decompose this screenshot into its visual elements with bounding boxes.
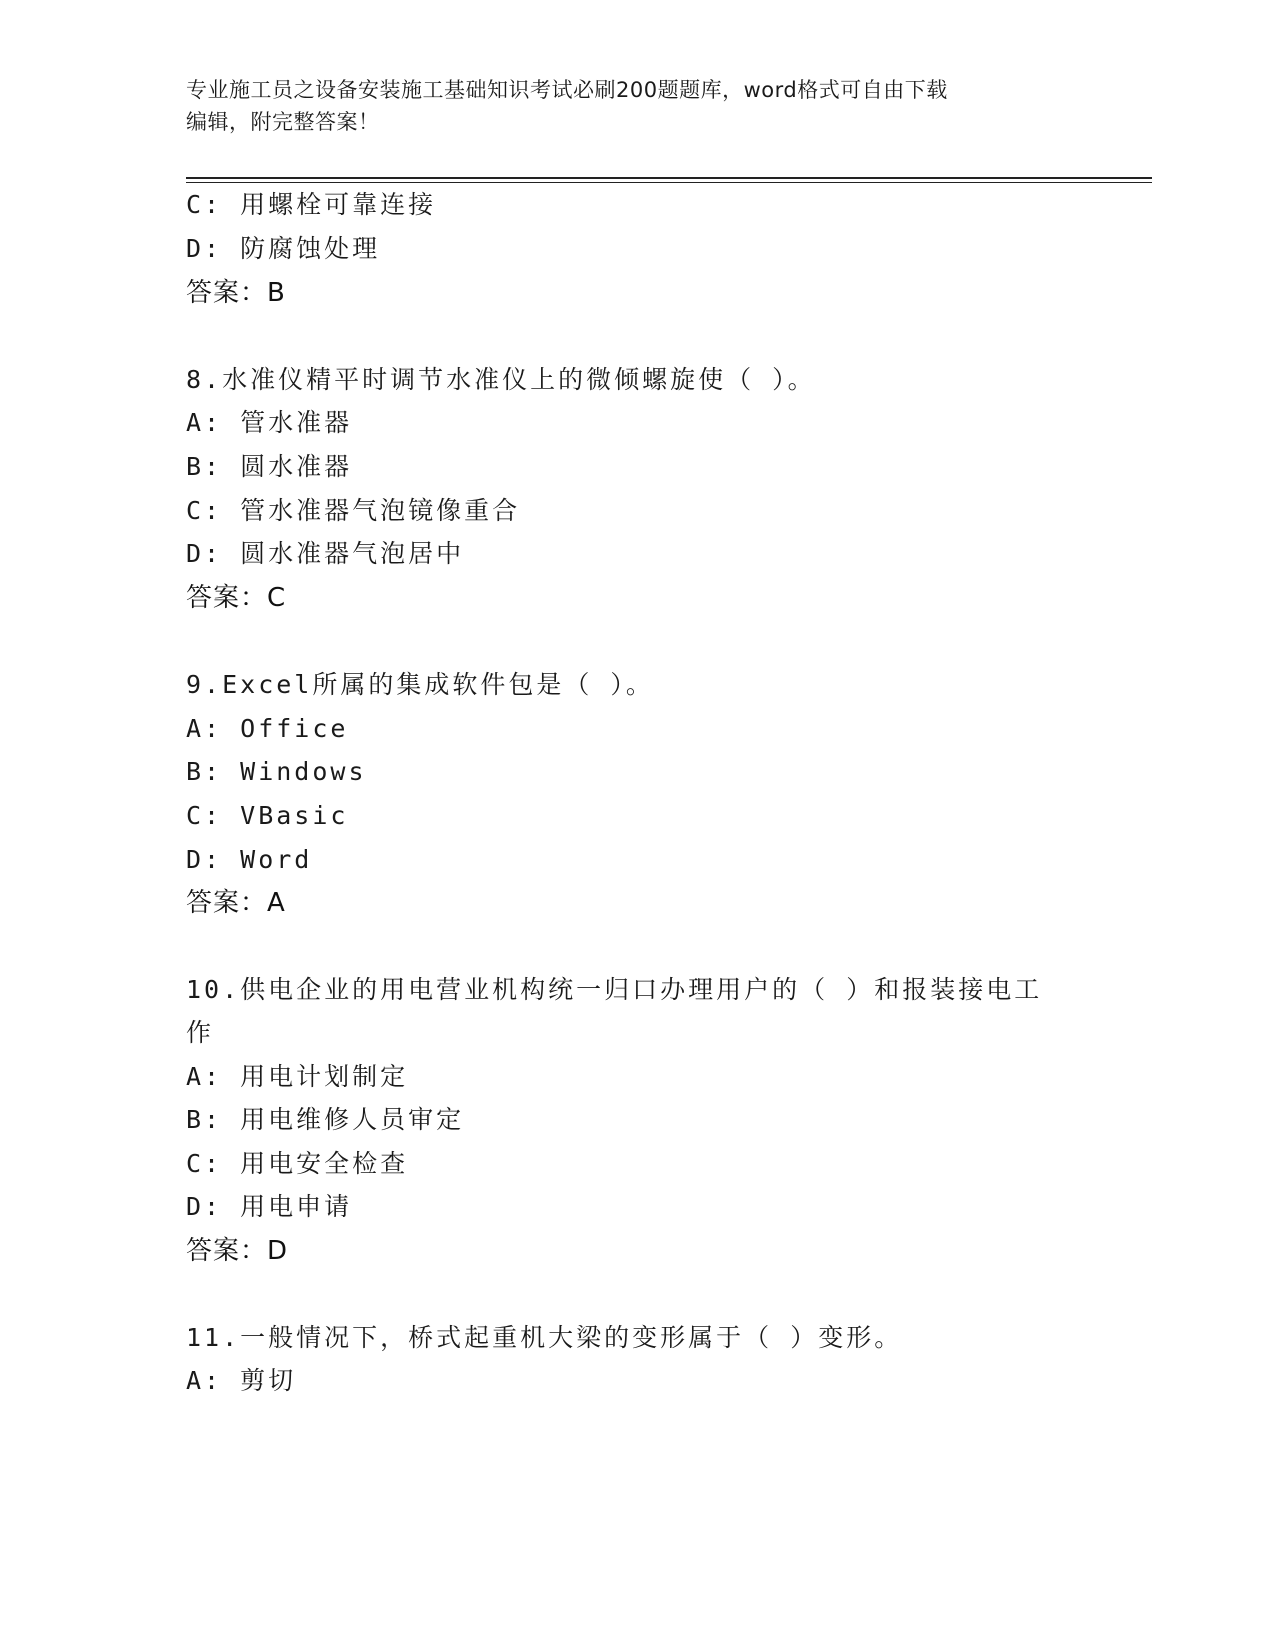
q8-option-c: C: 管水准器气泡镜像重合 — [186, 496, 521, 525]
q8-option-b: B: 圆水准器 — [186, 452, 353, 481]
q11-option-a: A: 剪切 — [186, 1366, 297, 1395]
q9-option-c: C: VBasic — [186, 801, 349, 830]
q8-option-a: A: 管水准器 — [186, 408, 353, 437]
q8-question: 8.水准仪精平时调节水准仪上的微倾螺旋使（ ）。 — [186, 365, 816, 394]
q9-option-d: D: Word — [186, 845, 313, 874]
q9-option-a: A: Office — [186, 714, 349, 743]
q10-question-line-1: 10.供电企业的用电营业机构统一归口办理用户的（ ）和报装接电工 — [186, 975, 1043, 1004]
q9-question: 9.Excel所属的集成软件包是（ ）。 — [186, 670, 654, 699]
q10-answer: 答案：D — [186, 1236, 289, 1266]
q10-option-d: D: 用电申请 — [186, 1192, 353, 1221]
q8-answer: 答案：C — [186, 583, 287, 613]
header-title-line-2: 编辑，附完整答案！ — [186, 110, 380, 134]
q10-option-c: C: 用电安全检查 — [186, 1149, 409, 1178]
header-divider-thin — [186, 182, 1152, 183]
q9-option-b: B: Windows — [186, 757, 367, 786]
q10-question-line-2: 作 — [186, 1018, 215, 1047]
q7-option-c: C: 用螺栓可靠连接 — [186, 190, 437, 219]
q8-option-d: D: 圆水准器气泡居中 — [186, 539, 465, 568]
q10-option-a: A: 用电计划制定 — [186, 1062, 409, 1091]
document-header — [186, 74, 1086, 138]
q11-question: 11.一般情况下，桥式起重机大梁的变形属于（ ）变形。 — [186, 1323, 903, 1352]
q10-option-b: B: 用电维修人员审定 — [186, 1105, 465, 1134]
q7-answer: 答案：B — [186, 278, 286, 308]
header-title-line-1: 专业施工员之设备安装施工基础知识考试必刷200题题库，word格式可自由下载 — [186, 78, 948, 102]
header-divider-thick — [186, 177, 1152, 179]
q9-answer: 答案：A — [186, 888, 286, 918]
q7-option-d: D: 防腐蚀处理 — [186, 234, 381, 263]
